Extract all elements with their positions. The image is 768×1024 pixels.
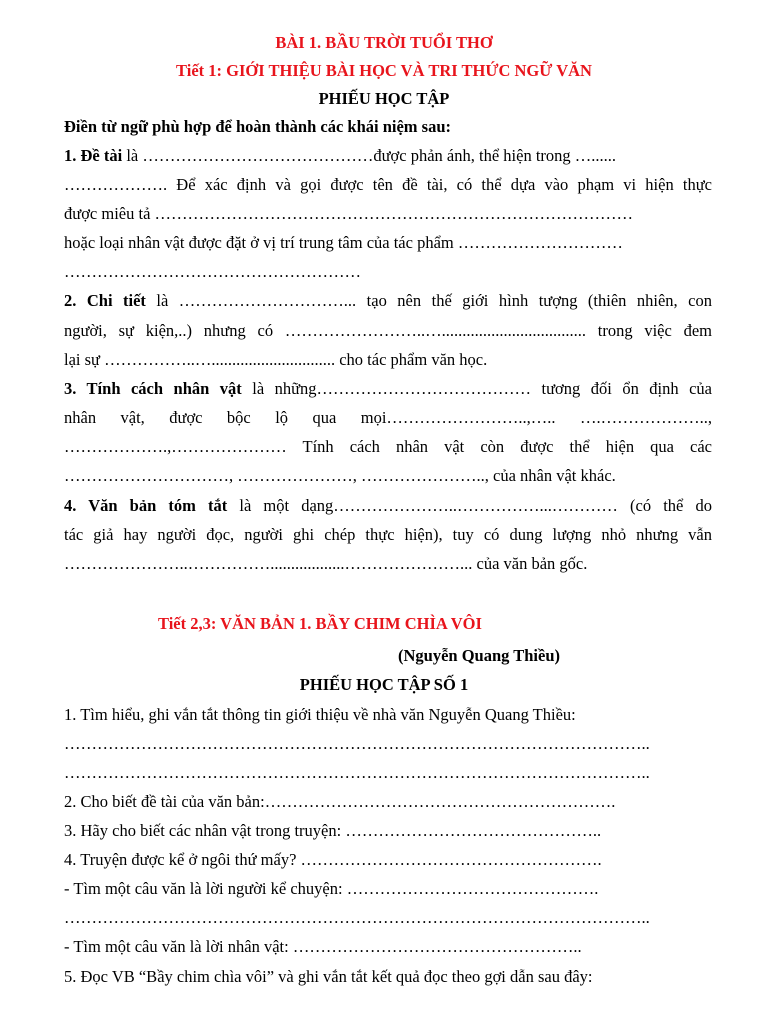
item3-text: là những………………………………… tương đối ổn định của	[241, 379, 712, 398]
question-4: 4. Truyện được kể ở ngôi thứ mấy? ……………………………………………….	[64, 850, 602, 869]
item4-line1	[64, 495, 712, 517]
item1-line3: được miêu tả ……………………………………………………………………………	[64, 204, 634, 223]
item2-line1	[64, 290, 712, 312]
item1-label: 1. Đề tài	[64, 146, 123, 165]
worksheet1-title: PHIẾU HỌC TẬP SỐ 1	[299, 675, 469, 694]
period23-title: Tiết 2,3: VĂN BẢN 1. BẦY CHIM CHÌA VÔI	[158, 614, 482, 633]
question-4b: - Tìm một câu văn là lời nhân vật: ……………………………………………..	[64, 937, 582, 956]
item3-label: 3. Tính cách nhân vật	[64, 379, 242, 398]
author-name: (Nguyễn Quang Thiều)	[398, 646, 560, 665]
item1-line1	[64, 145, 712, 167]
item4-line2: tác giả hay người đọc, người ghi chép thực hiện), tuy có dung lượng nhỏ nhưng vẫn	[64, 525, 712, 544]
item3-line2: nhân vật, được bộc lộ qua mọi……………………..,….. ….………………..,	[64, 408, 712, 427]
item4-label: 4. Văn bản tóm tắt	[64, 496, 228, 515]
lesson-title: BÀI 1. BẦU TRỜI TUỔI THƠ	[275, 33, 493, 52]
answer-line: ……………………………………………………………………………………………..	[64, 763, 650, 782]
item4-line3: …………………..……………..................…………………... của văn bản gốc.	[64, 554, 588, 573]
answer-line: ……………………………………………………………………………………………..	[64, 908, 650, 927]
period1-title: Tiết 1: GIỚI THIỆU BÀI HỌC VÀ TRI THỨC NGỮ VĂN	[176, 61, 592, 80]
item2-label: 2. Chi tiết	[64, 291, 146, 310]
question-2: 2. Cho biết đề tài của văn bản:……………………………………………………….	[64, 792, 616, 811]
item3-line4: …………………………, …………………, ………………….., của nhân vật khác.	[64, 466, 616, 485]
item2-text: là …………………………... tạo nên thế giới hình tượng (thiên nhiên, con	[145, 291, 712, 310]
question-3: 3. Hãy cho biết các nhân vật trong truyện: ………………………………………..	[64, 821, 602, 840]
item4-text: là một dạng…………………..……………...………… (có thể do	[227, 496, 712, 515]
item1-line5: ………………………………………………	[64, 262, 361, 281]
question-5: 5. Đọc VB “Bầy chim chìa vôi” và ghi vắn tắt kết quả đọc theo gợi dẫn sau đây:	[64, 967, 593, 986]
worksheet-title: PHIẾU HỌC TẬP	[318, 89, 450, 108]
answer-line: ……………………………………………………………………………………………..	[64, 734, 650, 753]
item1-line4: hoặc loại nhân vật được đặt ở vị trí trung tâm của tác phẩm …………………………	[64, 233, 623, 252]
item2-line3: lại sự ……………..….............................. cho tác phẩm văn học.	[64, 350, 488, 369]
item3-line3: ……………….,………………… Tính cách nhân vật còn được thể hiện qua các	[64, 437, 712, 456]
item1-line2: ………………. Để xác định và gọi được tên đề tài, có thể dựa vào phạm vi hiện thực	[64, 175, 712, 194]
item1-text: là ……………………………………được phản ánh, thể hiện trong …......	[122, 146, 617, 165]
item2-line2: người, sự kiện,..) nhưng có ……………………..…................................... trong việc đem	[64, 321, 712, 340]
question-4a: - Tìm một câu văn là lời người kể chuyện: ……………………………………….	[64, 879, 599, 898]
instruction: Điền từ ngữ phù hợp để hoàn thành các khái niệm sau:	[64, 117, 452, 136]
item3-line1	[64, 378, 712, 400]
question-1: 1. Tìm hiểu, ghi vắn tắt thông tin giới thiệu về nhà văn Nguyễn Quang Thiều:	[64, 705, 576, 724]
